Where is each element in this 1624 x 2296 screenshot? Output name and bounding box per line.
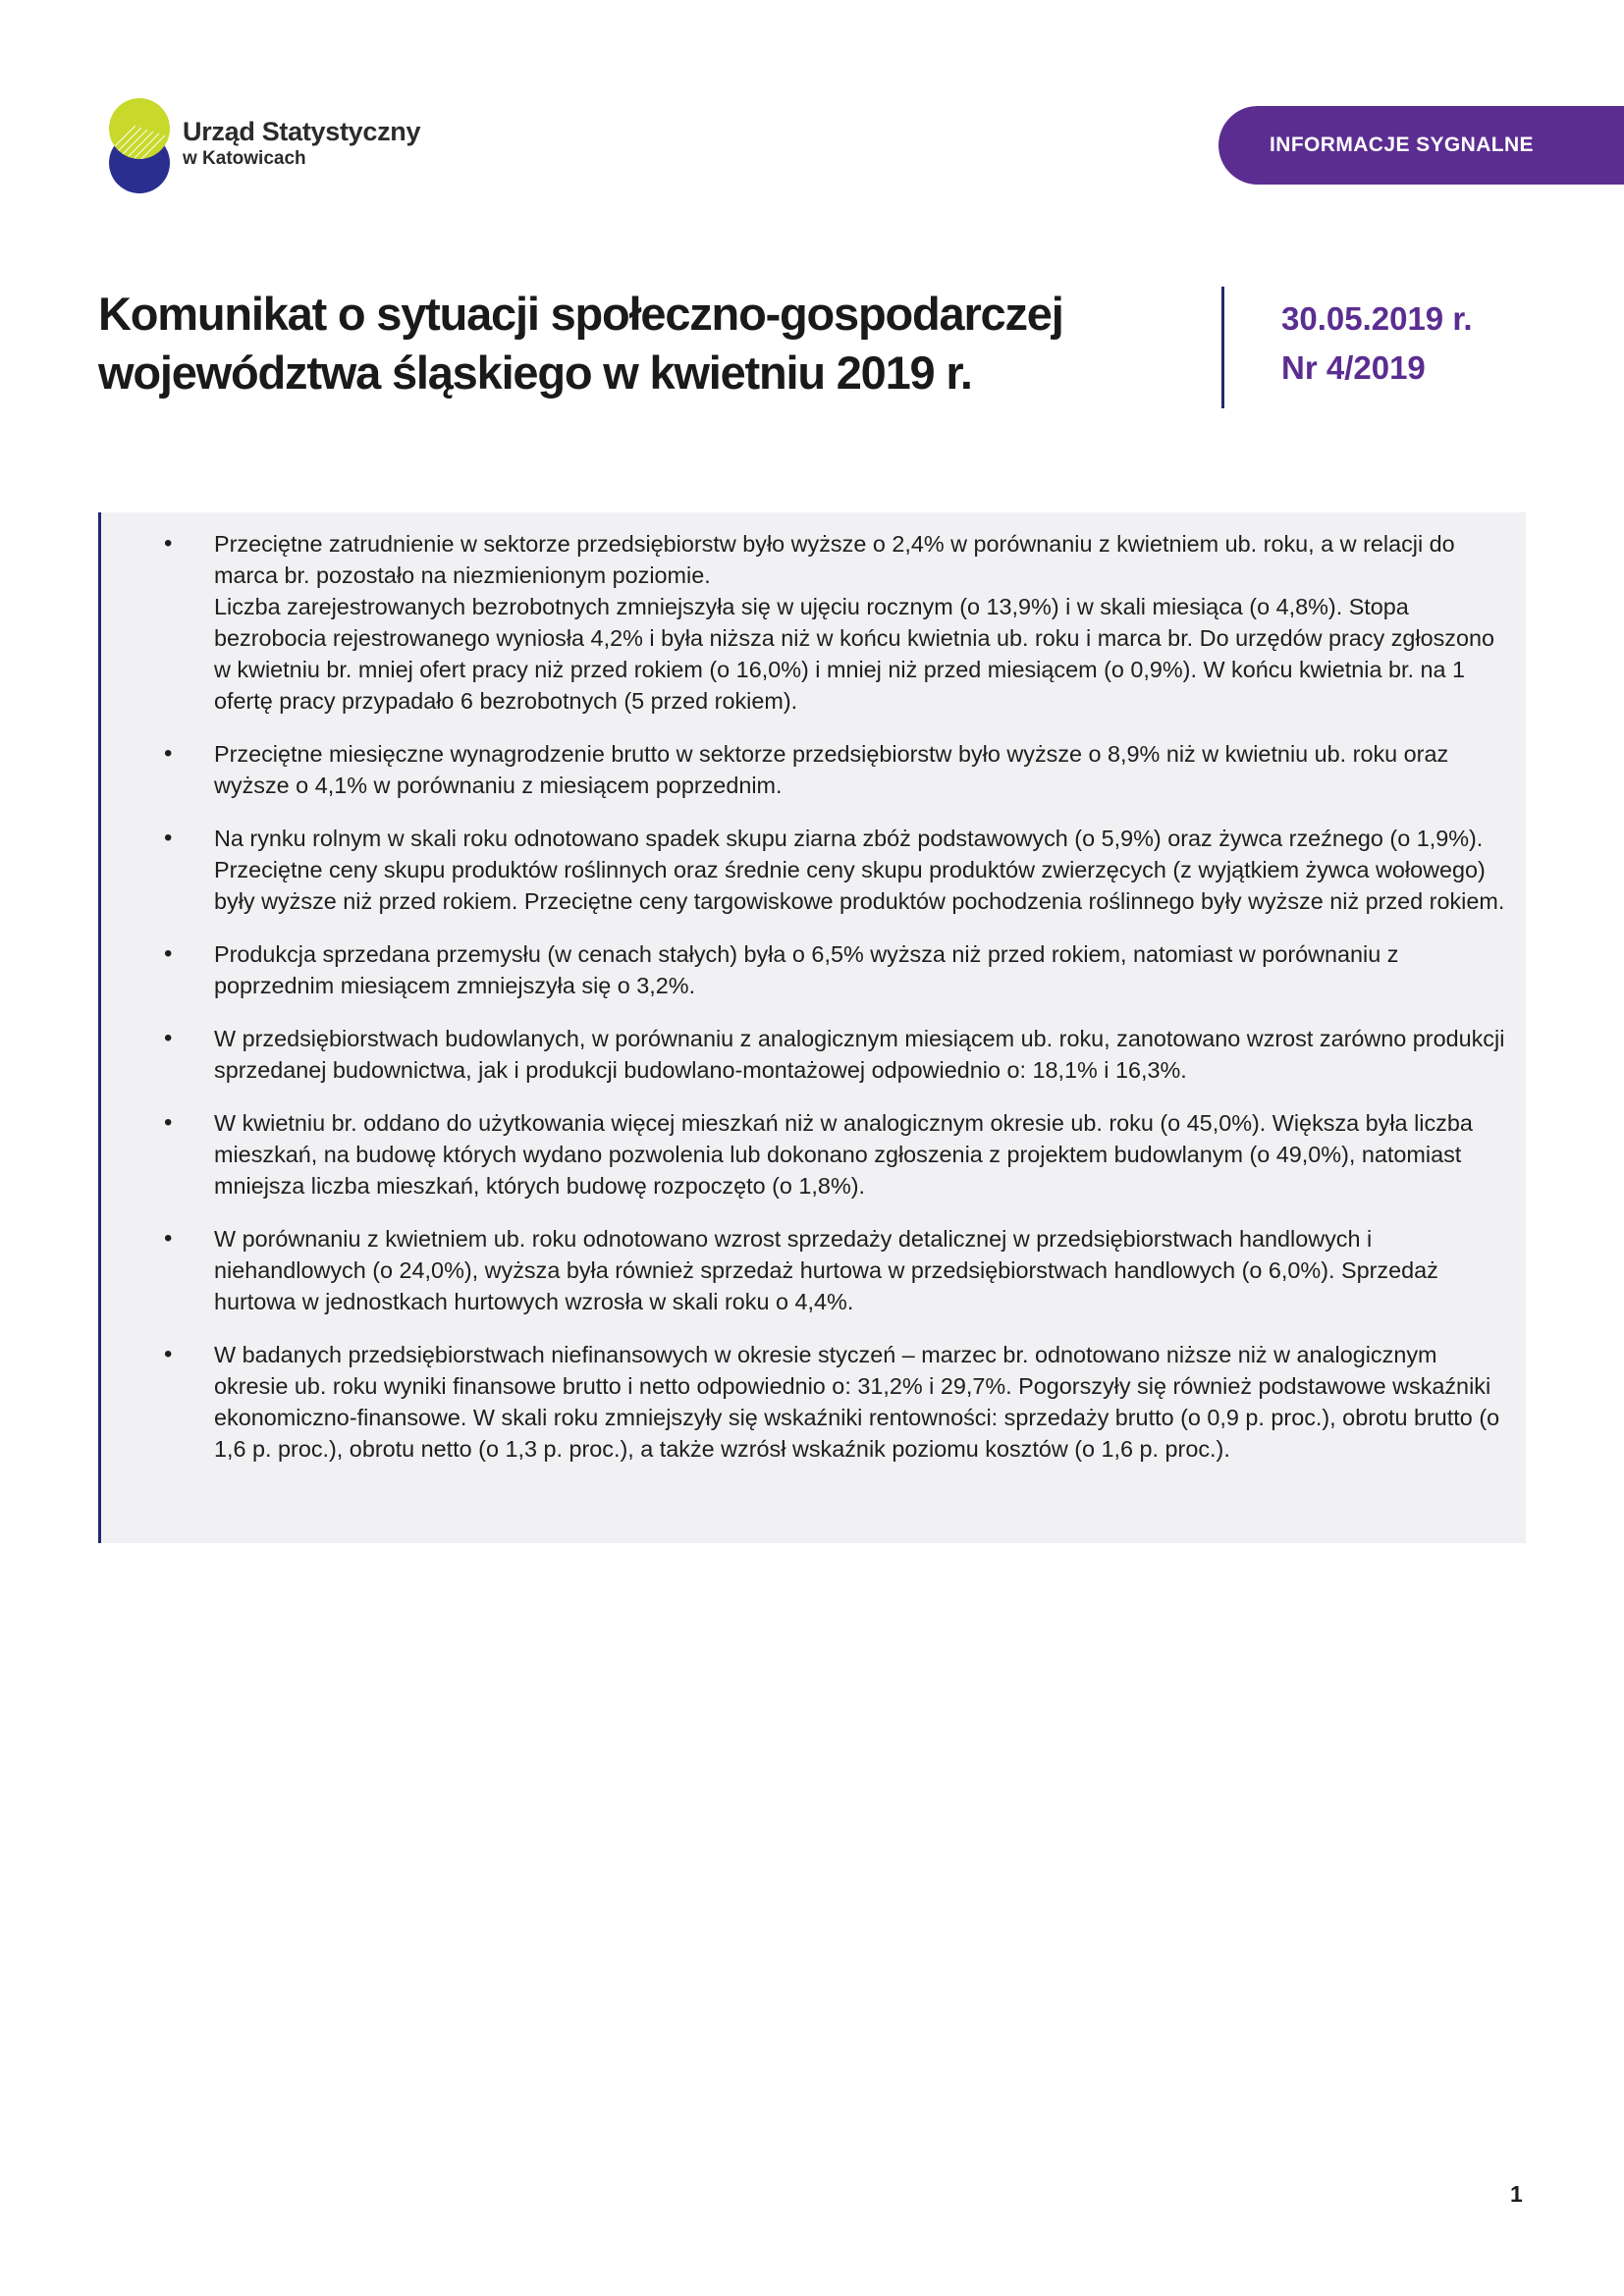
bullet-icon: • [164, 1341, 173, 1367]
logo-subtitle: w Katowicach [183, 147, 306, 169]
header-divider [1221, 287, 1224, 408]
summary-paragraph: W porównaniu z kwietniem ub. roku odnotowano wzrost sprzedaży detalicznej w przedsiębiorstwach handlowych i niehandlowych (o 24,0%), wyższa była również sprzedaż hurtowa w przedsiębiorstwach handlowych (o 6,0%). Sprzedaż hurtowa w jednostkach hurtowych wzrosła w skali roku o 4,4%. [214, 1226, 1438, 1314]
summary-paragraph: Produkcja sprzedana przemysłu (w cenach stałych) była o 6,5% wyższa niż przed rokiem, natomiast w porównaniu z poprzednim miesiącem zmniejszyła się o 3,2%. [214, 941, 1399, 998]
bullet-icon: • [164, 825, 173, 851]
summary-paragraph: W kwietniu br. oddano do użytkowania więcej mieszkań niż w analogicznym okresie ub. roku (o 45,0%). Większa była liczba mieszkań, na budowę których wydano pozwolenia lub dokonano zgłoszenia z projektem budowlanym (o 49,0%), natomiast mniejsza liczba mieszkań, których budowę rozpoczęto (o 1,8%). [214, 1110, 1473, 1199]
summary-paragraph: Przeciętne zatrudnienie w sektorze przedsiębiorstw było wyższe o 2,4% w porównaniu z kwietniem ub. roku, a w relacji do marca br. pozostało na niezmienionym poziomie. [214, 531, 1455, 588]
badge-label: INFORMACJE SYGNALNE [1270, 133, 1534, 156]
bullet-icon: • [164, 1109, 173, 1136]
summary-item-construction [101, 1023, 1506, 1086]
statistics-office-logo-icon [106, 98, 173, 194]
bullet-icon: • [164, 1225, 173, 1252]
logo-title: Urząd Statystyczny [183, 117, 421, 146]
summary-item-wages [101, 738, 1506, 801]
page-number: 1 [1510, 2181, 1523, 2207]
logo-text [183, 118, 420, 170]
summary-box [98, 512, 1526, 1543]
summary-item-employment [101, 528, 1506, 717]
informacje-sygnalne-badge [1218, 106, 1624, 185]
bullet-icon: • [164, 1025, 173, 1051]
logo [106, 98, 420, 194]
bullet-icon: • [164, 740, 173, 767]
bullet-icon: • [164, 940, 173, 967]
summary-item-housing [101, 1107, 1506, 1201]
bullet-icon: • [164, 530, 173, 557]
issue-info [1281, 294, 1473, 393]
summary-paragraph: Na rynku rolnym w skali roku odnotowano spadek skupu ziarna zbóż podstawowych (o 5,9%) oraz żywca rzeźnego (o 1,9%). Przeciętne ceny skupu produktów roślinnych oraz średnie ceny skupu produktów zwierzęcych (z wyjątkiem żywca wołowego) były wyższe niż przed rokiem. Przeciętne ceny targowiskowe produktów pochodzenia roślinnego były wyższe niż przed rokiem. [214, 826, 1505, 914]
issue-date: 30.05.2019 r. [1281, 300, 1473, 337]
summary-paragraph: W przedsiębiorstwach budowlanych, w porównaniu z analogicznym miesiącem ub. roku, zanotowano wzrost zarówno produkcji sprzedanej budownictwa, jak i produkcji budowlano-montażowej odpowiednio o: 18,1% i 16,3%. [214, 1026, 1505, 1083]
summary-paragraph: W badanych przedsiębiorstwach niefinansowych w okresie styczeń – marzec br. odnotowano niższe niż w analogicznym okresie ub. roku wyniki finansowe brutto i netto odpowiednio o: 31,2% i 29,7%. Pogorszyły się również podstawowe wskaźniki ekonomiczno-finansowe. W skali roku zmniejszyły się wskaźniki rentowności: sprzedaży brutto (o 0,9 p. proc.), obrotu brutto (o 1,6 p. proc.), obrotu netto (o 1,3 p. proc.), a także wzrósł wskaźnik poziomu kosztów (o 1,6 p. proc.). [214, 1342, 1500, 1462]
issue-number: Nr 4/2019 [1281, 349, 1426, 386]
page-title [98, 285, 1178, 402]
summary-item-retail [101, 1223, 1506, 1317]
title-line-1: Komunikat o sytuacji społeczno-gospodarczej [98, 288, 1063, 340]
summary-paragraph: Przeciętne miesięczne wynagrodzenie brutto w sektorze przedsiębiorstw było wyższe o 8,9% niż w kwietniu ub. roku oraz wyższe o 4,1% w porównaniu z miesiącem poprzednim. [214, 741, 1449, 798]
summary-item-industry [101, 938, 1506, 1001]
summary-paragraph: Liczba zarejestrowanych bezrobotnych zmniejszyła się w ujęciu rocznym (o 13,9%) i w skali miesiąca (o 4,8%). Stopa bezrobocia rejestrowanego wyniosła 4,2% i była niższa niż w końcu kwietnia ub. roku i marca br. Do urzędów pracy zgłoszono w kwietniu br. mniej ofert pracy niż przed rokiem (o 16,0%) i mniej niż przed miesiącem (o 0,9%). W końcu kwietnia br. na 1 ofertę pracy przypadało 6 bezrobotnych (5 przed rokiem). [214, 594, 1495, 714]
title-line-2: województwa śląskiego w kwietniu 2019 r. [98, 347, 972, 399]
summary-item-finance [101, 1339, 1506, 1465]
summary-list [101, 512, 1526, 1465]
summary-item-agriculture [101, 823, 1506, 917]
